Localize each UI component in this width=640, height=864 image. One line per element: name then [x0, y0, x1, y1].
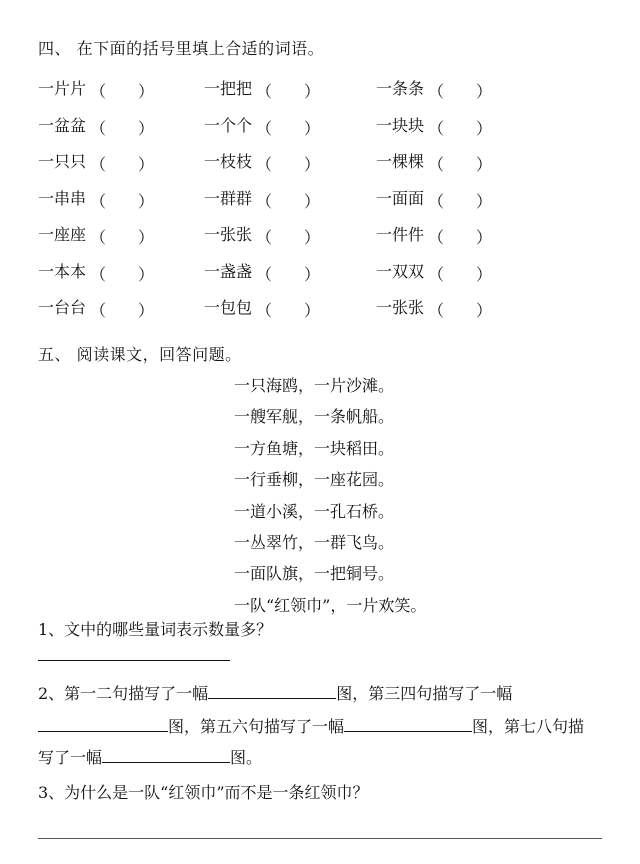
close-paren: ） — [476, 228, 493, 247]
close-paren: ） — [476, 301, 493, 320]
close-paren: ） — [138, 265, 155, 284]
grid-cell — [38, 149, 155, 174]
grid-row — [38, 186, 618, 210]
section-4-title: 四、 在下面的括号里填上合适的词语。 — [38, 39, 325, 58]
poem-line: 一行垂柳，一座花园。 — [234, 470, 395, 489]
answer-blank[interactable] — [86, 152, 155, 174]
grid-cell — [204, 295, 321, 320]
grid-row — [38, 295, 618, 319]
measure-word: 一包包 — [204, 298, 253, 317]
poem-line: 一只海鸥，一片沙滩。 — [234, 376, 395, 395]
open-paren: （ — [256, 155, 273, 174]
q2-text-1: 2、第一二句描写了一幅 — [38, 684, 209, 703]
q2-blank-4[interactable] — [102, 746, 230, 763]
measure-word: 一个个 — [204, 116, 253, 135]
open-paren: （ — [90, 228, 107, 247]
grid-row — [38, 113, 618, 137]
open-paren: （ — [428, 301, 445, 320]
close-paren: ） — [476, 155, 493, 174]
answer-blank[interactable] — [424, 189, 493, 211]
measure-word: 一面面 — [376, 189, 425, 208]
open-paren: （ — [428, 155, 445, 174]
grid-cell — [204, 76, 321, 101]
answer-line-q1[interactable] — [38, 660, 230, 661]
grid-cell — [204, 259, 321, 284]
measure-word: 一把把 — [204, 79, 253, 98]
close-paren: ） — [138, 119, 155, 138]
answer-line-q3[interactable] — [38, 838, 602, 839]
answer-blank[interactable] — [252, 79, 321, 101]
measure-word: 一张张 — [376, 298, 425, 317]
answer-blank[interactable] — [424, 79, 493, 101]
grid-cell — [376, 259, 493, 284]
close-paren: ） — [476, 265, 493, 284]
close-paren: ） — [304, 265, 321, 284]
close-paren: ） — [476, 119, 493, 138]
grid-row — [38, 76, 618, 100]
open-paren: （ — [256, 82, 273, 101]
close-paren: ） — [138, 155, 155, 174]
poem-line: 一方鱼塘，一块稻田。 — [234, 439, 395, 458]
answer-blank[interactable] — [424, 116, 493, 138]
answer-blank[interactable] — [252, 298, 321, 320]
measure-word: 一座座 — [38, 225, 87, 244]
measure-word: 一枝枝 — [204, 152, 253, 171]
answer-blank[interactable] — [424, 298, 493, 320]
grid-cell — [376, 76, 493, 101]
question-1: 1、文中的哪些量词表示数量多？ — [38, 620, 273, 639]
close-paren: ） — [304, 301, 321, 320]
q2-text-3: 图，第五六句描写了一幅 — [168, 717, 345, 736]
question-2-line-2 — [38, 714, 584, 737]
answer-blank[interactable] — [252, 152, 321, 174]
poem-line: 一面队旗，一把铜号。 — [234, 564, 395, 583]
open-paren: （ — [428, 82, 445, 101]
grid-cell — [204, 186, 321, 211]
poem-line: 一丛翠竹，一群飞鸟。 — [234, 533, 395, 552]
grid-cell — [376, 149, 493, 174]
question-3: 3、为什么是一队“红领巾”而不是一条红领巾？ — [38, 783, 369, 802]
close-paren: ） — [304, 192, 321, 211]
grid-cell — [376, 113, 493, 138]
close-paren: ） — [304, 228, 321, 247]
close-paren: ） — [304, 119, 321, 138]
open-paren: （ — [90, 155, 107, 174]
measure-word: 一台台 — [38, 298, 87, 317]
open-paren: （ — [256, 301, 273, 320]
open-paren: （ — [90, 82, 107, 101]
measure-word: 一条条 — [376, 79, 425, 98]
poem-line: 一艘军舰，一条帆船。 — [234, 407, 395, 426]
answer-blank[interactable] — [86, 79, 155, 101]
measure-word: 一棵棵 — [376, 152, 425, 171]
answer-blank[interactable] — [86, 189, 155, 211]
measure-word: 一只只 — [38, 152, 87, 171]
answer-blank[interactable] — [86, 298, 155, 320]
answer-blank[interactable] — [252, 262, 321, 284]
answer-blank[interactable] — [86, 116, 155, 138]
close-paren: ） — [476, 192, 493, 211]
grid-cell — [38, 295, 155, 320]
open-paren: （ — [428, 192, 445, 211]
answer-blank[interactable] — [86, 225, 155, 247]
open-paren: （ — [256, 119, 273, 138]
q2-blank-2[interactable] — [38, 715, 168, 732]
measure-word: 一群群 — [204, 189, 253, 208]
measure-word: 一盏盏 — [204, 262, 253, 281]
poem-line: 一队“红领巾”，一片欢笑。 — [234, 596, 427, 615]
close-paren: ） — [138, 228, 155, 247]
open-paren: （ — [428, 119, 445, 138]
close-paren: ） — [304, 82, 321, 101]
grid-cell — [38, 113, 155, 138]
grid-row — [38, 222, 618, 246]
measure-word: 一双双 — [376, 262, 425, 281]
open-paren: （ — [90, 192, 107, 211]
question-2-line-1 — [38, 681, 512, 704]
close-paren: ） — [138, 301, 155, 320]
measure-word: 一串串 — [38, 189, 87, 208]
answer-blank[interactable] — [252, 116, 321, 138]
q2-text-5: 写了一幅 — [38, 748, 103, 767]
grid-cell — [376, 222, 493, 247]
measure-word: 一张张 — [204, 225, 253, 244]
measure-word: 一盆盆 — [38, 116, 87, 135]
answer-blank[interactable] — [424, 152, 493, 174]
open-paren: （ — [90, 301, 107, 320]
q2-blank-3[interactable] — [344, 715, 472, 732]
answer-blank[interactable] — [252, 225, 321, 247]
open-paren: （ — [90, 265, 107, 284]
grid-cell — [38, 76, 155, 101]
measure-word: 一件件 — [376, 225, 425, 244]
grid-row — [38, 259, 618, 283]
grid-cell — [38, 186, 155, 211]
grid-cell — [38, 259, 155, 284]
grid-cell — [204, 113, 321, 138]
grid-cell — [38, 222, 155, 247]
grid-cell — [376, 186, 493, 211]
q2-text-2: 图，第三四句描写了一幅 — [336, 684, 513, 703]
q2-text-6: 图。 — [230, 748, 263, 767]
answer-blank[interactable] — [86, 262, 155, 284]
open-paren: （ — [428, 265, 445, 284]
answer-blank[interactable] — [424, 262, 493, 284]
measure-word: 一本本 — [38, 262, 87, 281]
q2-blank-1[interactable] — [208, 682, 336, 699]
close-paren: ） — [138, 192, 155, 211]
measure-word: 一片片 — [38, 79, 87, 98]
close-paren: ） — [138, 82, 155, 101]
close-paren: ） — [304, 155, 321, 174]
answer-blank[interactable] — [424, 225, 493, 247]
open-paren: （ — [90, 119, 107, 138]
open-paren: （ — [256, 192, 273, 211]
grid-cell — [204, 222, 321, 247]
section-5-title: 五、 阅读课文，回答问题。 — [38, 345, 242, 364]
grid-cell — [204, 149, 321, 174]
grid-cell — [376, 295, 493, 320]
open-paren: （ — [256, 265, 273, 284]
question-2-line-3 — [38, 745, 262, 768]
q2-text-4: 图，第七八句描 — [472, 717, 585, 736]
close-paren: ） — [476, 82, 493, 101]
grid-row — [38, 149, 618, 173]
poem-line: 一道小溪，一孔石桥。 — [234, 502, 395, 521]
open-paren: （ — [428, 228, 445, 247]
measure-word: 一块块 — [376, 116, 425, 135]
open-paren: （ — [256, 228, 273, 247]
answer-blank[interactable] — [252, 189, 321, 211]
